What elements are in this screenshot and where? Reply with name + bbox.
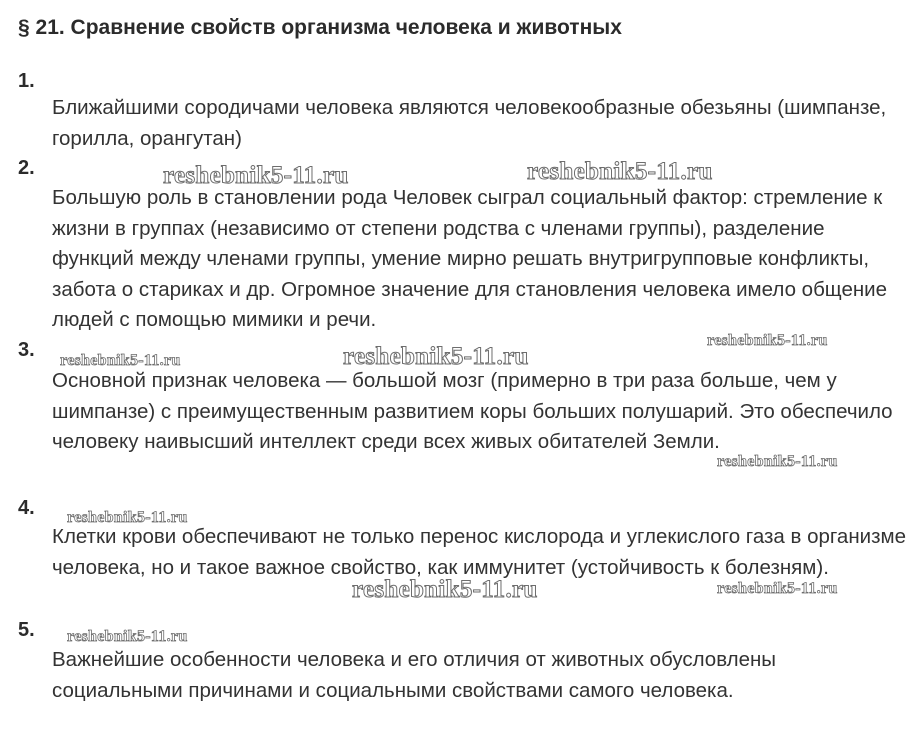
answer-text-4: Клетки крови обеспечивают не только перенос кислорода и углекислого газа в организме человека, но и такое важное свойство, как иммунитет (устойчивость к болезням). [52,525,906,579]
watermark: reshebnik5-11.ru [67,628,188,645]
answer-number-1: 1. [18,70,35,92]
watermark: reshebnik5-11.ru [60,352,181,369]
watermark: reshebnik5-11.ru [67,509,188,526]
answer-number-5: 5. [18,619,35,641]
page-title: § 21. Сравнение свойств организма человека и животных [18,16,622,39]
watermark: reshebnik5-11.ru [717,453,838,470]
watermark: reshebnik5-11.ru [343,343,529,370]
watermark: reshebnik5-11.ru [352,576,538,603]
answer-text-5: Важнейшие особенности человека и его отличия от животных обусловлены социальными причинами и социальными свойствами самого человека. [52,648,777,702]
answer-text-3: Основной признак человека — большой мозг (примерно в три раза больше, чем у шимпанзе) с преимущественным развитием коры больших полушарий. Это обеспечило человеку наивысший интеллект среди всех живых обитателей Земли. [52,369,893,453]
answer-number-4: 4. [18,497,35,519]
answer-number-2: 2. [18,157,35,179]
watermark: reshebnik5-11.ru [707,332,828,349]
answer-number-3: 3. [18,339,35,361]
watermark: reshebnik5-11.ru [717,580,838,597]
answer-text-1: Ближайшими сородичами человека являются человекообразные обезьяны (шимпанзе, горилла, орангутан) [52,96,887,150]
watermark: reshebnik5-11.ru [163,162,349,189]
watermark: reshebnik5-11.ru [527,158,713,185]
answer-text-2: Большую роль в становлении рода Человек сыграл социальный фактор: стремление к жизни в группах (независимо от степени родства с членами группы), разделение функций между членами группы, умение мирно решать внутригрупповые конфликты, забота о стариках и др. Огромное значение для становления человека имело общение людей с помощью мимики и речи. [52,186,888,331]
